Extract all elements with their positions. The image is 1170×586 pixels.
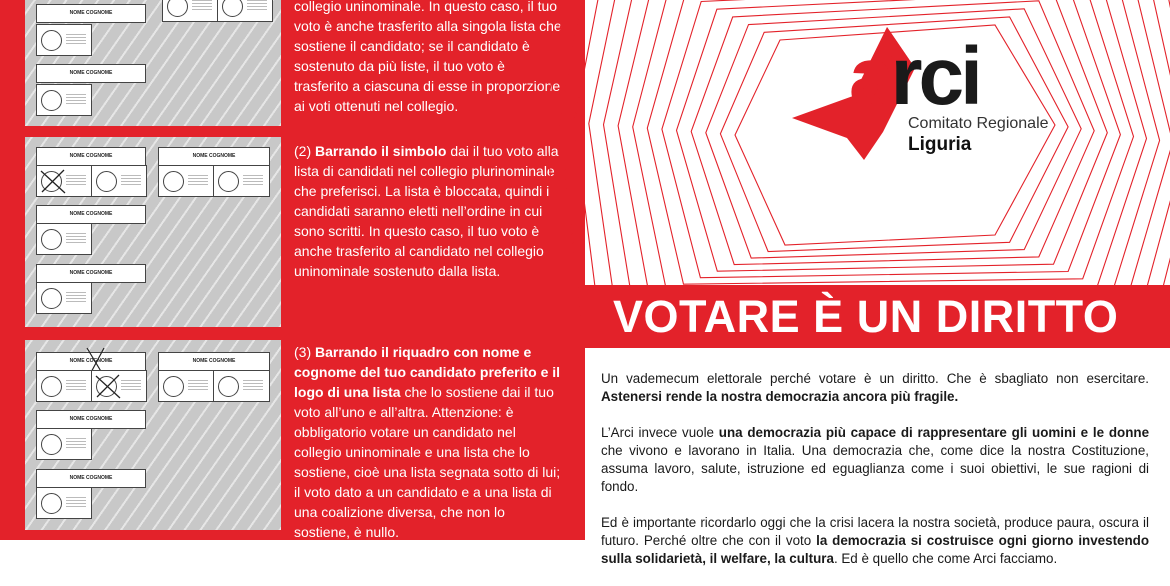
instruction-3: [294, 342, 562, 542]
logo-region: Liguria: [908, 134, 971, 156]
list-symbol-box: [217, 0, 273, 22]
list-symbol-box: [36, 84, 92, 116]
list-symbol-box-marked: [36, 165, 92, 197]
list-symbol-box-marked: [91, 370, 147, 402]
paragraph-1-text: Un vademecum elettorale perché votare è un diritto. Che è sbagliato non esercitare.: [601, 371, 1149, 386]
list-symbol-box: [36, 24, 92, 56]
paragraph-1: [601, 370, 1149, 406]
candidate-name-box: NOME COGNOME: [36, 64, 146, 83]
logo-subtitle: Comitato Regionale: [908, 115, 1049, 133]
paragraph-3-text: Ed è importante ricordarlo oggi che la crisi lacera la nostra società, produce paura, oscura il futuro. Perché oltre che con il voto: [601, 515, 1149, 548]
ballot-example-2: [25, 137, 281, 327]
title-band: [585, 285, 1170, 348]
list-symbol-box: [213, 370, 270, 402]
list-symbol-box: [36, 282, 92, 314]
candidate-name-box: NOME COGNOME: [158, 147, 270, 166]
list-symbol-box: [36, 428, 92, 460]
list-symbol-box: [91, 165, 147, 197]
candidate-name-label: NOME COGNOME: [70, 358, 113, 364]
list-symbol-box: [158, 370, 214, 402]
candidate-name-box: NOME COGNOME: [36, 205, 146, 224]
candidate-name-box: NOME COGNOME: [36, 469, 146, 488]
instruction-2: [294, 141, 562, 281]
candidate-name-box: NOME COGNOME: [36, 4, 146, 23]
info-panel: [585, 0, 1170, 540]
paragraph-3: [601, 514, 1149, 568]
instruction-1-text: collegio uninominale. In questo caso, il tuo voto è anche trasferito alla singola lista che sostiene il candidato; se il candidato è sostenuto da più liste, il tuo voto è trasferito a ciascuna di esse in proporzione ai voti ottenuti nel collegio.: [294, 0, 562, 114]
candidate-name-box: NOME COGNOME: [36, 410, 146, 429]
paragraph-2-text: L’Arci invece vuole: [601, 425, 719, 440]
list-symbol-box: [36, 370, 92, 402]
list-symbol-box: [213, 165, 270, 197]
instruction-2-number: (2): [294, 143, 315, 159]
body-text: [601, 370, 1149, 586]
candidate-name-box: NOME COGNOME: [36, 147, 146, 166]
paragraph-3-text-end: . Ed è quello che come Arci facciamo.: [834, 551, 1057, 566]
paragraph-1-highlight: Astenersi rende la nostra democrazia ancora più fragile.: [601, 389, 958, 404]
candidate-name-box: NOME COGNOME: [36, 264, 146, 283]
candidate-name-box: NOME COGNOME: [158, 352, 270, 371]
ballot-example-1: [25, 0, 281, 126]
instruction-2-highlight: Barrando il simbolo: [315, 143, 446, 159]
vote-cross-icon: [94, 372, 122, 400]
logo-letter-a: a: [849, 31, 891, 122]
paragraph-3-highlight: la democrazia si costruisce ogni giorno investendo sulla solidarietà, il welfare, la cultura: [601, 533, 1149, 566]
page-title: VOTARE È UN DIRITTO: [613, 289, 1118, 345]
instruction-3-number: (3): [294, 344, 315, 360]
arci-logo: [849, 36, 979, 118]
instruction-2-text: dai il tuo voto alla lista di candidati nel collegio plurinominale che preferisci. La lista è bloccata, quindi i candidati saranno eletti nell’ordine in cui sono scritti. In questo caso, il tuo voto è anche trasferito al candidato nel collegio uninominale sostenuto dalla lista.: [294, 143, 559, 279]
instruction-3-highlight: Barrando il riquadro con nome e cognome del tuo candidato preferito e il logo di una lista: [294, 344, 560, 400]
list-symbol-box: [162, 0, 218, 22]
vote-cross-icon: [39, 167, 67, 195]
paragraph-2-text-end: che vivono e lavorano in Italia. Una democrazia che, come dice la nostra Costituzione, assuma lavoro, salute, istruzione ed eguaglianza come i suoi obiettivi, le sue ragioni di fondo.: [601, 443, 1149, 494]
list-symbol-box: [158, 165, 214, 197]
paragraph-2-highlight: una democrazia più capace di rappresentare gli uomini e le donne: [719, 425, 1149, 440]
logo-letters-rci: rci: [891, 31, 979, 122]
candidate-name-box-marked: [36, 352, 146, 371]
list-symbol-box: [36, 223, 92, 255]
list-symbol-box: [36, 487, 92, 519]
ballot-example-3: [25, 340, 281, 530]
instruction-3-text: che lo sostiene dai il tuo voto all’uno e all’altra. Attenzione: è obbligatorio votare un candidato nel collegio uninominale e una lista che lo sostiene, cioè una lista segnata sotto di lui; il voto dato a un candidato e a una lista di una coalizione diversa, che non lo sostiene, è nullo.: [294, 384, 560, 540]
paragraph-2: [601, 424, 1149, 496]
instruction-1: [294, 0, 562, 116]
instructions-panel: [0, 0, 585, 540]
